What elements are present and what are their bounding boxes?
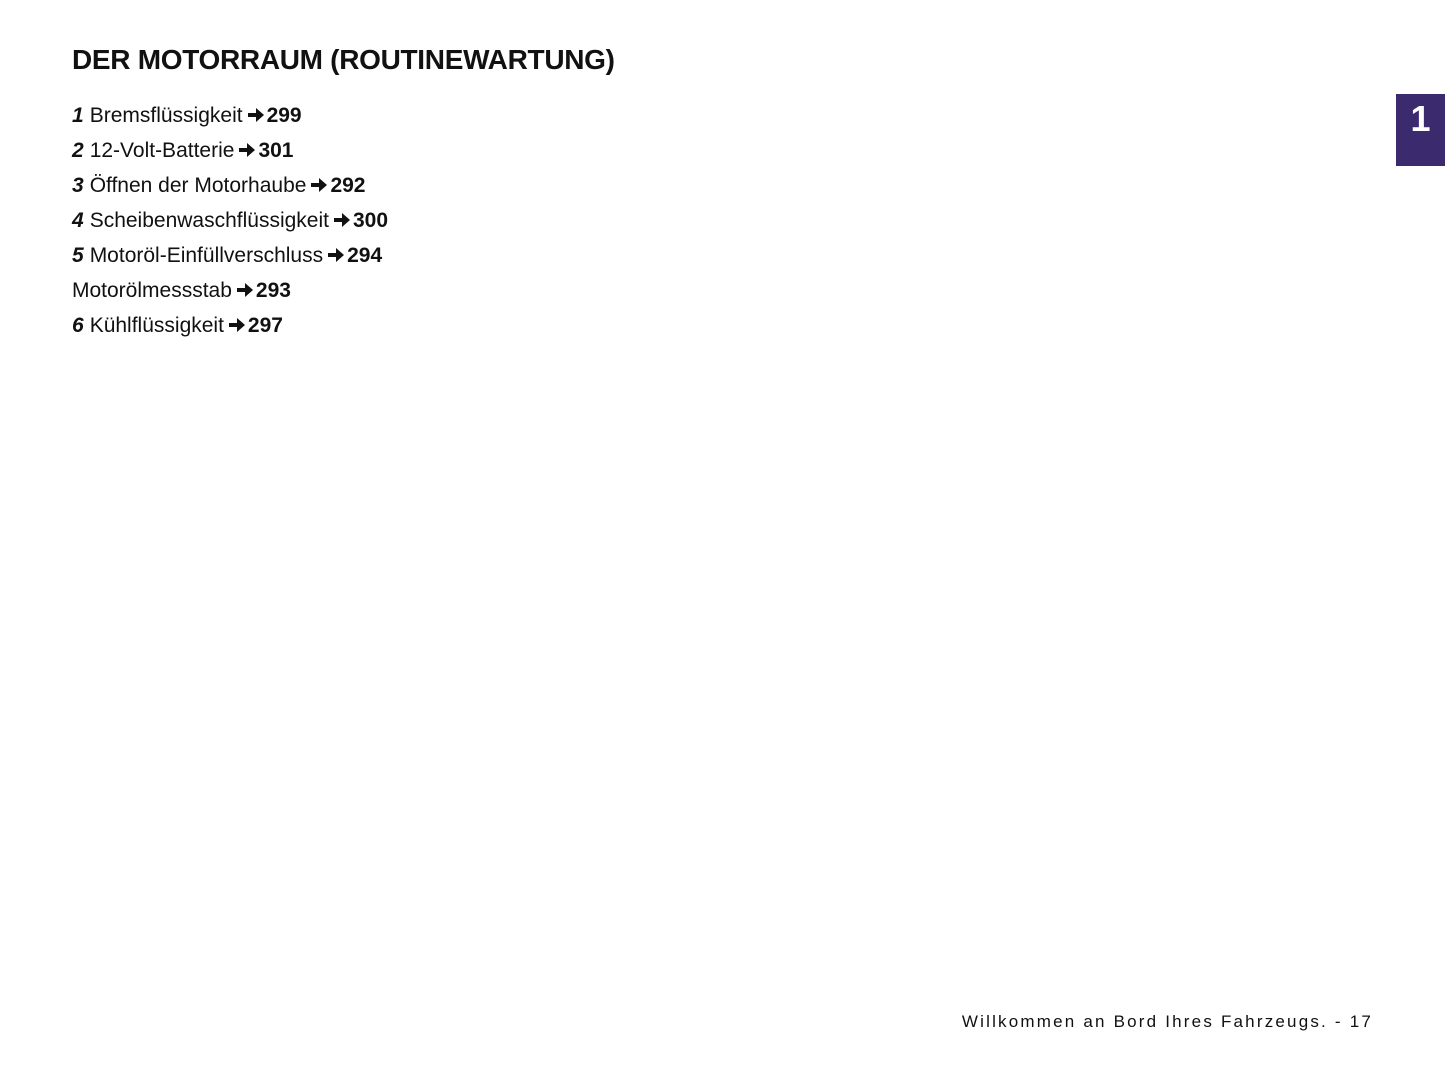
list-item [72, 168, 388, 203]
list-item [72, 273, 388, 308]
list-item [72, 238, 388, 273]
arrow-right-icon [228, 317, 246, 333]
arrow-right-icon [238, 142, 256, 158]
item-number: 1 [72, 104, 84, 127]
item-label: Scheibenwaschflüssigkeit [89, 209, 329, 232]
item-label: Bremsflüssigkeit [89, 104, 243, 127]
page-title: DER MOTORRAUM (ROUTINEWARTUNG) [72, 44, 615, 75]
item-label: Kühlflüssigkeit [89, 314, 224, 337]
chapter-tab: 1 [1396, 94, 1445, 166]
page-reference[interactable]: 300 [352, 209, 389, 232]
arrow-right-icon [310, 177, 328, 193]
page-reference[interactable]: 299 [266, 104, 302, 127]
item-label: Motoröl-Einfüllverschluss [89, 244, 324, 267]
maintenance-list [72, 98, 388, 343]
page-reference[interactable]: 294 [347, 244, 383, 267]
item-number: 2 [72, 139, 84, 162]
page-reference[interactable]: 301 [258, 139, 294, 162]
item-number: 3 [72, 174, 84, 197]
page-footer: Willkommen an Bord Ihres Fahrzeugs. - 17 [961, 1012, 1373, 1031]
arrow-right-icon [247, 107, 265, 123]
item-number: 4 [72, 209, 84, 232]
arrow-right-icon [236, 282, 254, 298]
list-item [72, 98, 388, 133]
page-reference[interactable]: 293 [255, 279, 291, 302]
item-label: 12-Volt-Batterie [89, 139, 235, 162]
arrow-right-icon [333, 212, 351, 228]
item-label: Motorölmessstab [72, 279, 232, 302]
arrow-right-icon [327, 247, 345, 263]
item-number: 6 [72, 314, 84, 337]
list-item [72, 133, 388, 168]
page-reference[interactable]: 292 [330, 174, 366, 197]
page-reference[interactable]: 297 [247, 314, 283, 337]
item-label: Öffnen der Motorhaube [89, 174, 307, 197]
list-item [72, 308, 388, 343]
list-item [72, 203, 388, 238]
item-number: 5 [72, 244, 84, 267]
